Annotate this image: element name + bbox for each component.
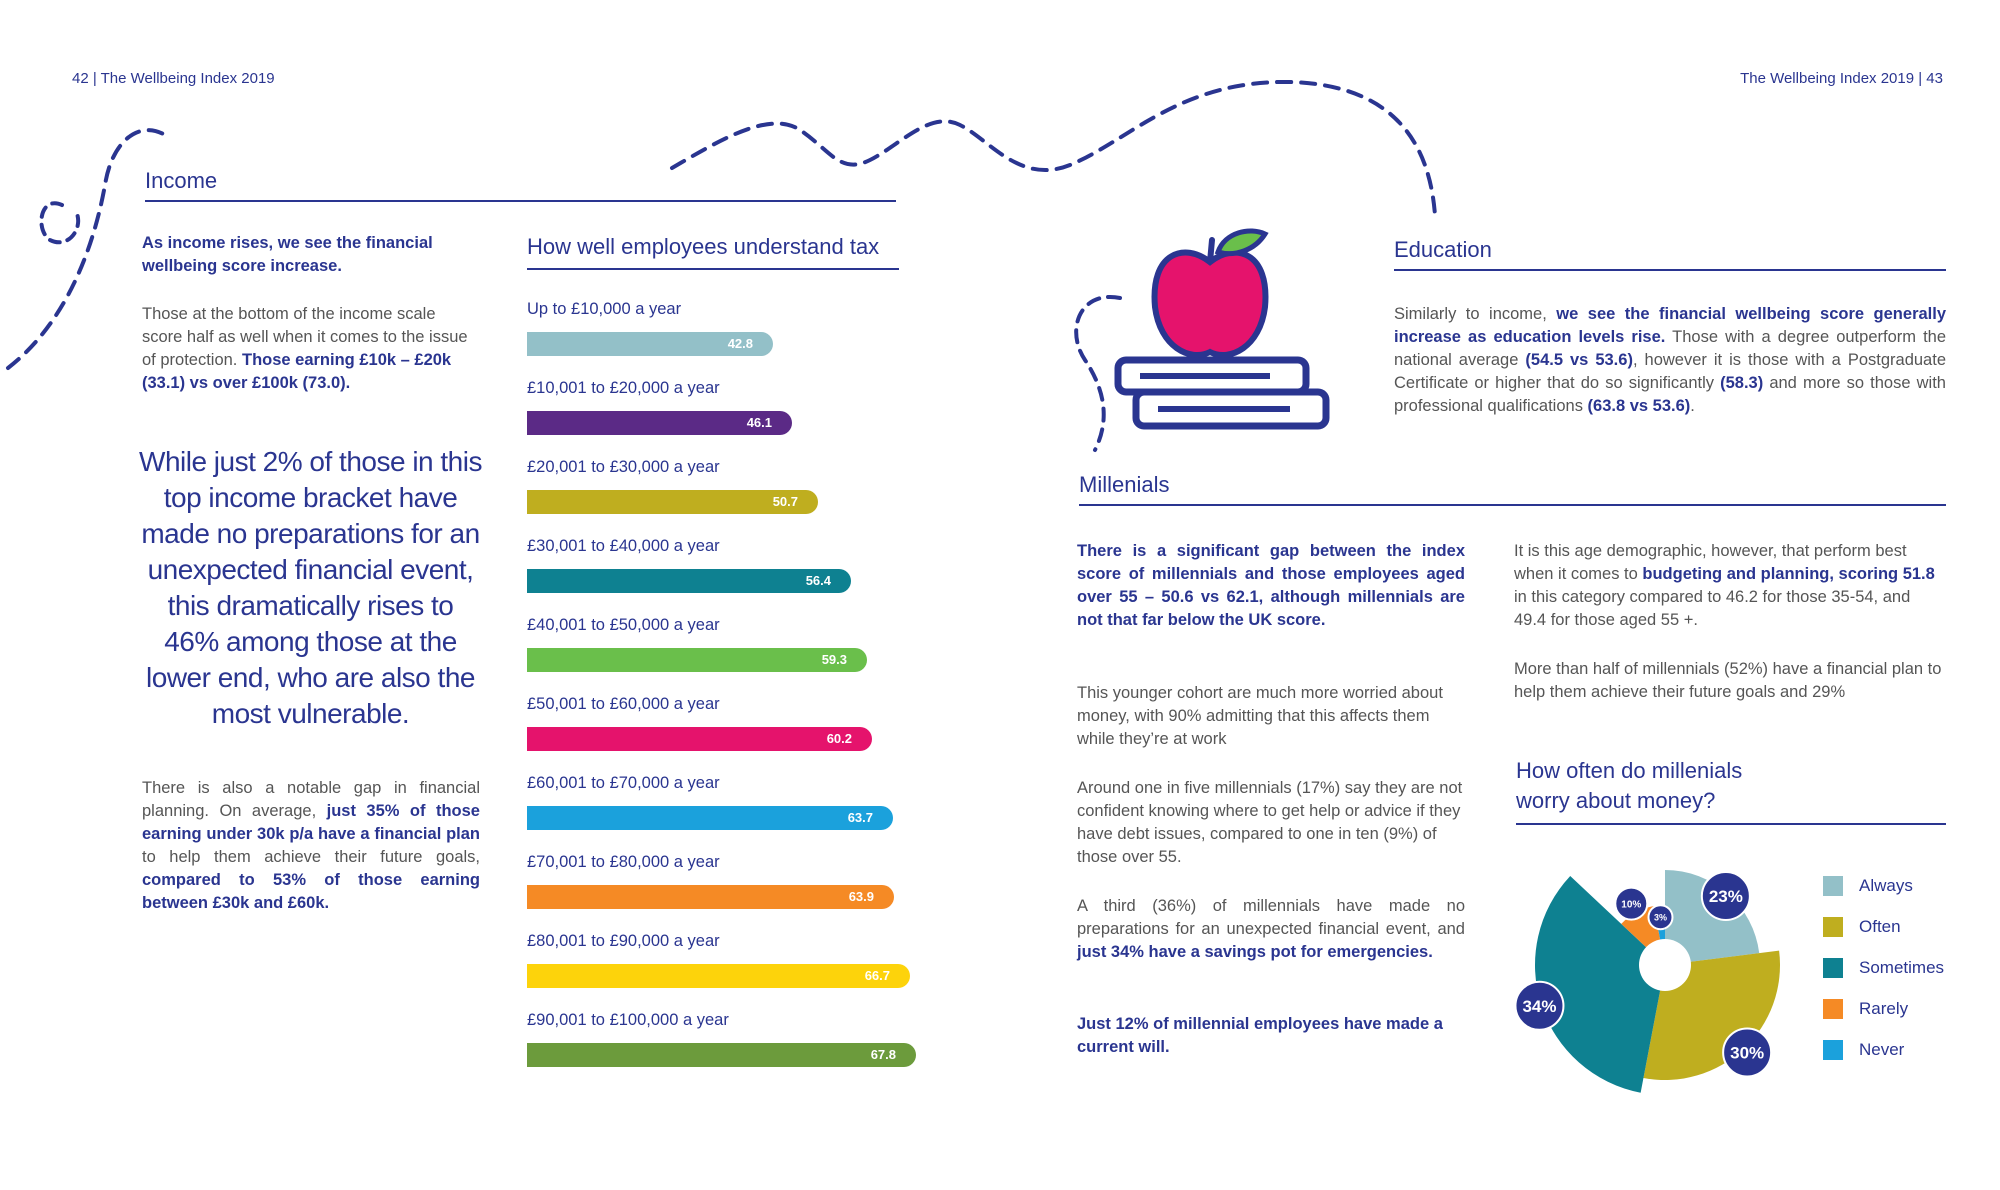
millenials-para-4: Just 12% of millennial employees have made a current will.	[1077, 1015, 1443, 1056]
pie-value-label: 30%	[1730, 1043, 1765, 1063]
worry-chart-title: How often do millenials worry about money?	[1516, 758, 1743, 813]
millenials-para-3: A third (36%) of millennials have made no preparations for an unexpected financial event, and just 34% have a savings pot for emergencies.	[1077, 897, 1465, 961]
bar-label: £90,001 to £100,000 a year	[527, 1011, 729, 1029]
millenials-right-para-1: It is this age demographic, however, that perform best when it comes to budgeting and planning, scoring 51.8 in this category compared to 46.2 for those 35-54, and 49.4 for those aged 55 +.	[1514, 542, 1935, 629]
legend-item	[1823, 947, 1944, 988]
income-para-2: There is also a notable gap in financial planning. On average, just 35% of those earning under 30k p/a have a financial plan to help them achieve their future goals, compared to 53% of those earning between £30k and £60k.	[142, 779, 480, 912]
income-para-1: Those at the bottom of the income scale score half as well when it comes to the issue of protection. Those earning £10k – £20k (33.1) vs over £100k (73.0).	[142, 305, 468, 392]
bar-label: £80,001 to £90,000 a year	[527, 932, 720, 950]
bar: 50.7	[527, 490, 818, 514]
bar: 42.8	[527, 332, 773, 356]
tax-chart-title: How well employees understand tax	[527, 234, 880, 259]
legend-item	[1823, 906, 1944, 947]
bar-label: £10,001 to £20,000 a year	[527, 379, 720, 397]
pie-value-label: 3%	[1653, 912, 1667, 923]
legend-swatch	[1823, 917, 1843, 937]
tax-bar-chart	[527, 300, 907, 1090]
legend-label: Always	[1859, 875, 1913, 895]
income-rule	[145, 200, 896, 202]
education-para: Similarly to income, we see the financial wellbeing score generally increase as education levels rise. Those with a degree outperform the national average (54.5 vs 53.6), however it is those with a Postgraduate Certificate or higher that do so significantly (58.3) and more so those with professional qualifications (63.8 vs 53.6).	[1394, 305, 1947, 415]
bar: 63.9	[527, 885, 894, 909]
millenials-para-2: Around one in five millennials (17%) say they are not confident knowing where to get help or advice if they have debt issues, compared to one in ten (9%) of those over 55.	[1077, 779, 1463, 866]
legend-label: Rarely	[1859, 998, 1909, 1018]
pie-value-label: 34%	[1522, 996, 1557, 1016]
page-number-left: 42 | The Wellbeing Index 2019	[72, 70, 275, 87]
page-number-right: The Wellbeing Index 2019 | 43	[1740, 70, 1943, 87]
income-title: Income	[145, 168, 218, 193]
income-lead: As income rises, we see the financial wellbeing score increase.	[142, 234, 433, 275]
millenials-rule	[1079, 504, 1946, 506]
bar: 46.1	[527, 411, 792, 435]
tax-chart-rule	[527, 268, 899, 270]
bar: 63.7	[527, 806, 893, 830]
bar-label: £20,001 to £30,000 a year	[527, 458, 720, 476]
apple-books-illustration	[1110, 222, 1350, 437]
bar-label: £70,001 to £80,000 a year	[527, 853, 720, 871]
legend-swatch	[1823, 876, 1843, 896]
legend-label: Often	[1859, 916, 1901, 936]
millenials-lead: There is a significant gap between the index score of millennials and those employees aged over 55 – 50.6 vs 62.1, although millennials are not that far below the UK score.	[1077, 542, 1465, 629]
pie-value-label: 23%	[1708, 887, 1743, 907]
bar-label: £60,001 to £70,000 a year	[527, 774, 720, 792]
pie-center-hole	[1639, 939, 1691, 991]
bar-label: £30,001 to £40,000 a year	[527, 537, 720, 555]
bar: 60.2	[527, 727, 872, 751]
bar-label: £50,001 to £60,000 a year	[527, 695, 720, 713]
bar-label: £40,001 to £50,000 a year	[527, 616, 720, 634]
legend-swatch	[1823, 999, 1843, 1019]
bar: 66.7	[527, 964, 910, 988]
worry-pie-legend	[1823, 865, 1944, 1070]
legend-swatch	[1823, 958, 1843, 978]
worry-pie-chart	[1510, 850, 1810, 1100]
legend-item	[1823, 1029, 1944, 1070]
millenials-para-1: This younger cohort are much more worried about money, with 90% admitting that this affects them while they’re at work	[1077, 684, 1443, 748]
legend-swatch	[1823, 1040, 1843, 1060]
millenials-right-para-2: More than half of millennials (52%) have a financial plan to help them achieve their future goals and 29%	[1514, 660, 1942, 701]
pie-value-label: 10%	[1621, 899, 1642, 911]
bar: 56.4	[527, 569, 851, 593]
education-title: Education	[1394, 237, 1492, 262]
bar: 67.8	[527, 1043, 916, 1067]
worry-chart-rule	[1516, 823, 1946, 825]
legend-item	[1823, 865, 1944, 906]
legend-label: Never	[1859, 1039, 1905, 1059]
legend-label: Sometimes	[1859, 957, 1945, 977]
legend-item	[1823, 988, 1944, 1029]
millenials-title: Millenials	[1079, 472, 1170, 497]
bar-label: Up to £10,000 a year	[527, 300, 682, 318]
income-pull-quote: While just 2% of those in this top income bracket have made no preparations for an unexpected financial event, this dramatically rises to 46% among those at the lower end, who are also the most vulnerable.	[139, 446, 482, 729]
bar: 59.3	[527, 648, 867, 672]
education-rule	[1394, 269, 1946, 271]
